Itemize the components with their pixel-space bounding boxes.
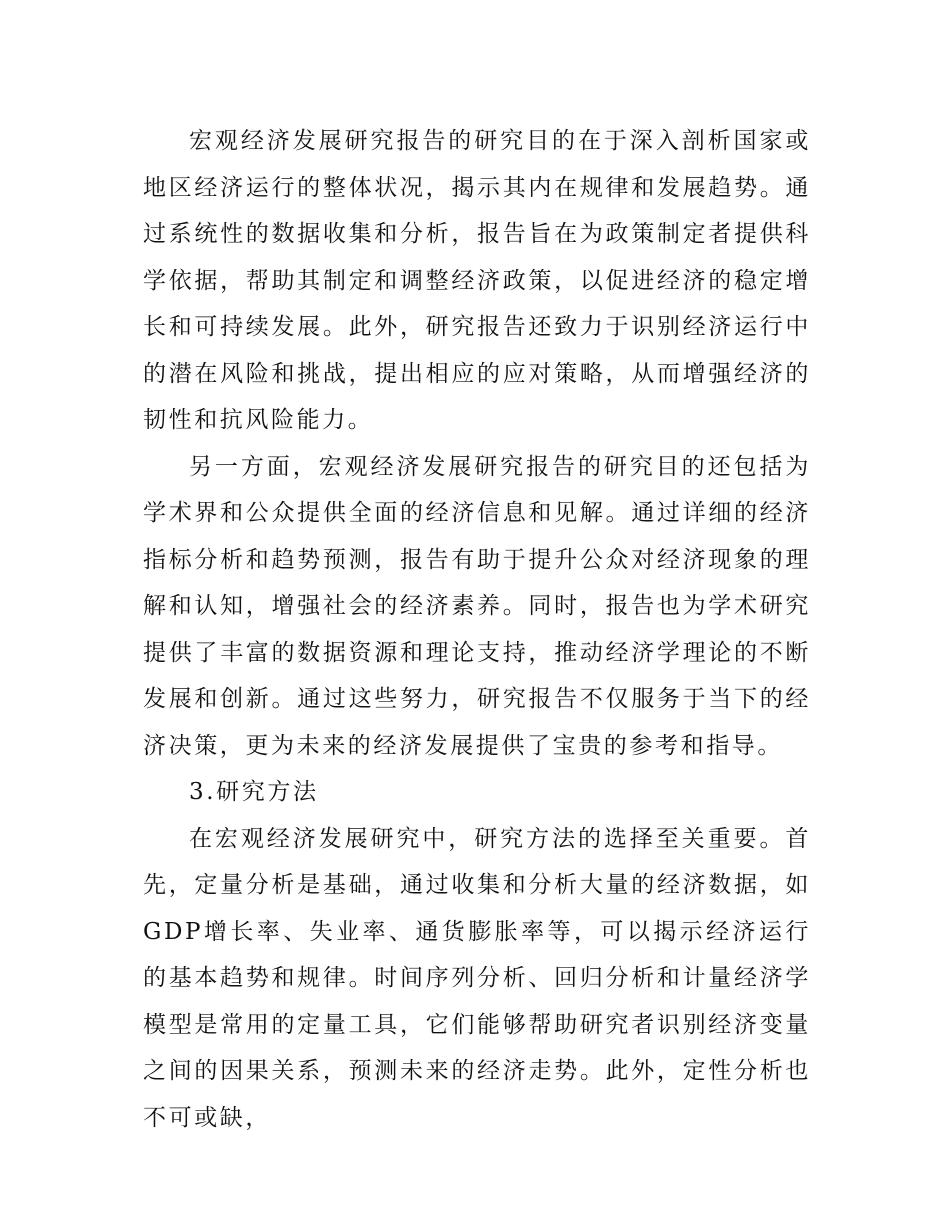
document-page — [143, 118, 811, 1141]
paragraph-research-methods: 在宏观经济发展研究中，研究方法的选择至关重要。首先，定量分析是基础，通过收集和分析大量的经济数据，如GDP增长率、失业率、通货膨胀率等，可以揭示经济运行的基本趋势和规律。时间序列分析、回归分析和计量经济学模型是常用的定量工具，它们能够帮助研究者识别经济变量之间的因果关系，预测未来的经济走势。此外，定性分析也不可或缺， — [143, 825, 811, 1131]
paragraph-research-purpose: 宏观经济发展研究报告的研究目的在于深入剖析国家或地区经济运行的整体状况，揭示其内在规律和发展趋势。通过系统性的数据收集和分析，报告旨在为政策制定者提供科学依据，帮助其制定和调整经济政策，以促进经济的稳定增长和可持续发展。此外，研究报告还致力于识别经济运行中的潜在风险和挑战，提出相应的应对策略，从而增强经济的韧性和抗风险能力。 — [143, 128, 811, 433]
section-heading-research-methods: 3.研究方法 — [189, 779, 319, 805]
paragraph-research-purpose-continued: 另一方面，宏观经济发展研究报告的研究目的还包括为学术界和公众提供全面的经济信息和见解。通过详细的经济指标分析和趋势预测，报告有助于提升公众对经济现象的理解和认知，增强社会的经济素养。同时，报告也为学术研究提供了丰富的数据资源和理论支持，推动经济学理论的不断发展和创新。通过这些努力，研究报告不仅服务于当下的经济决策，更为未来的经济发展提供了宝贵的参考和指导。 — [143, 453, 811, 759]
